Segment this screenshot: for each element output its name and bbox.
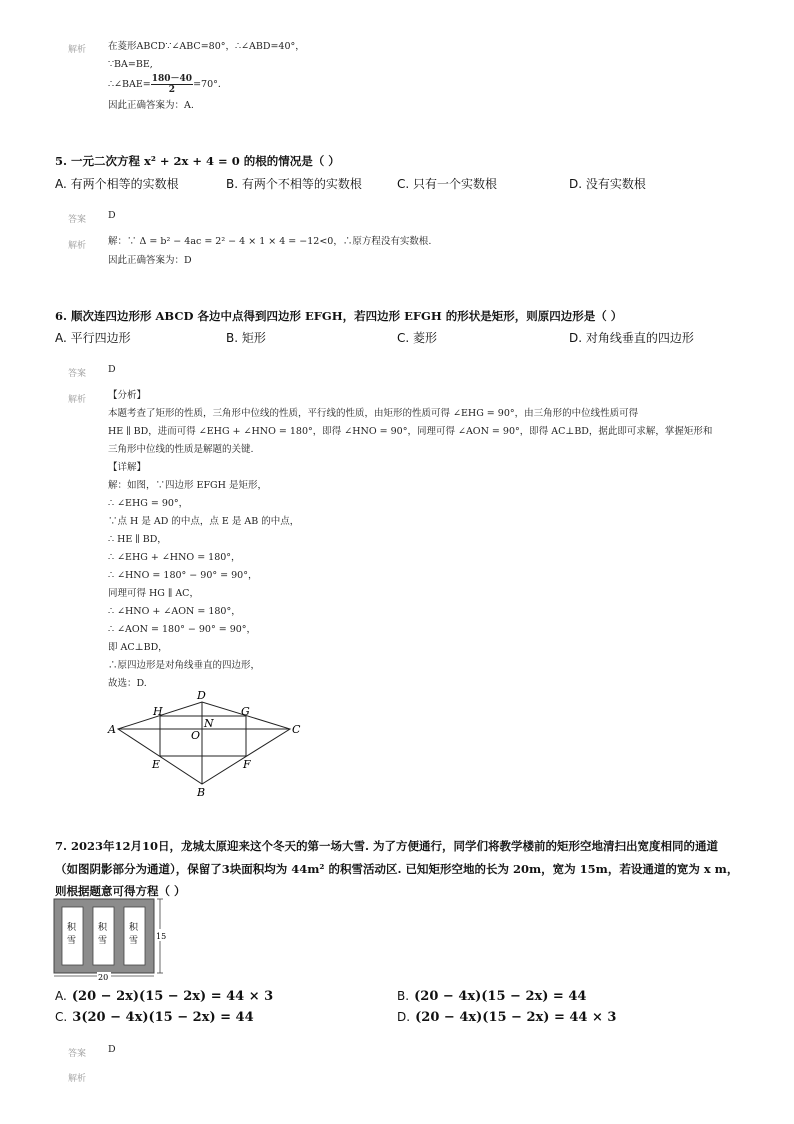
quadrilateral-abcd	[118, 702, 290, 784]
point-d-label: D	[197, 689, 206, 702]
answer-label: 答案	[68, 1049, 87, 1059]
q5-option-a: A. 有两个相等的实数根	[55, 177, 179, 191]
snow-char-1: 积	[67, 923, 77, 933]
snow-char-2: 雪	[98, 936, 108, 946]
q5-stem: 5. 一元二次方程 x² + 2x + 4 = 0 的根的情况是（ ）	[55, 154, 340, 168]
prev-analysis-line-3: ∴∠BAE= $\frac{180-40}{2}$ =70°．	[108, 74, 228, 95]
q6-answer: D	[108, 364, 116, 375]
analysis-label: 解析	[68, 45, 87, 55]
q6-line: ∴ ∠EHG = 90°，	[108, 498, 189, 509]
point-b-label: B	[197, 786, 206, 799]
point-h-label: H	[153, 705, 163, 718]
q6-line: 【分析】	[108, 390, 147, 401]
width-label: 20	[98, 973, 109, 981]
analysis-label: 解析	[68, 1074, 87, 1084]
q5-option-d: D. 没有实数根	[569, 177, 646, 191]
q5-option-b: B. 有两个不相等的实数根	[226, 177, 362, 191]
q5-answer: D	[108, 210, 116, 221]
prev-analysis-line-1: 在菱形ABCD∵∠ABC=80°，∴∠ABD=40°，	[108, 41, 305, 52]
q6-option-b: B. 矩形	[226, 331, 266, 345]
q6-option-d: D. 对角线垂直的四边形	[569, 331, 694, 345]
rectangle-efgh	[160, 716, 246, 756]
snow-field-figure	[52, 897, 170, 981]
q6-option-a: A. 平行四边形	[55, 331, 131, 345]
q6-line: 解：如图，∵四边形 EFGH 是矩形，	[108, 480, 267, 491]
q6-stem: 6. 顺次连四边形形 ABCD 各边中点得到四边形 EFGH，若四边形 EFGH 的形状是矩形，则原四边形是（ ）	[55, 309, 623, 323]
q5-option-c: C. 只有一个实数根	[397, 177, 498, 191]
point-n-label: N	[204, 717, 214, 730]
q6-line: ∴ HE ∥ BD，	[108, 534, 167, 545]
q5-analysis-line-2: 因此正确答案为：D	[108, 255, 192, 266]
q7-option-d: D. (20 − 4x)(15 − 2x) = 44 × 3	[397, 1010, 617, 1025]
answer-label: 答案	[68, 215, 87, 225]
point-e-label: E	[152, 758, 161, 771]
height-label: 15	[156, 932, 167, 941]
point-g-label: G	[241, 705, 250, 718]
q7-option-a: A. (20 − 2x)(15 − 2x) = 44 × 3	[55, 989, 274, 1004]
snow-char-2: 雪	[67, 936, 77, 946]
q6-line: 故选：D.	[108, 678, 147, 689]
answer-label: 答案	[68, 369, 87, 379]
q6-line: 即 AC⊥BD，	[108, 642, 168, 653]
q7-stem-line-1: 7. 2023年12月10日，龙城太原迎来这个冬天的第一场大雪. 为了方便通行，同学们将教学楼前的矩形空地清扫出宽度相同的通道	[55, 839, 719, 853]
quadrilateral-figure	[100, 688, 310, 803]
point-f-label: F	[243, 758, 251, 771]
q7-option-b: B. (20 − 4x)(15 − 2x) = 44	[397, 989, 587, 1004]
analysis-label: 解析	[68, 395, 87, 405]
q6-line: ∴ ∠EHG + ∠HNO = 180°，	[108, 552, 241, 563]
q6-option-c: C. 菱形	[397, 331, 438, 345]
q6-line: ∴ ∠HNO = 180° − 90° = 90°，	[108, 570, 258, 581]
q7-stem-line-3: 则根据题意可得方程（ ）	[55, 884, 186, 898]
snow-char-1: 积	[98, 923, 108, 933]
snow-char-1: 积	[129, 923, 139, 933]
q7-answer: D	[108, 1044, 116, 1055]
point-a-label: A	[108, 723, 116, 736]
q6-line: 本题考查了矩形的性质，三角形中位线的性质，平行线的性质，由矩形的性质可得 ∠EHG = 90°，由三角形的中位线性质可得	[108, 408, 639, 419]
q7-stem-line-2: （如图阴影部分为通道），保留了3块面积均为 44m² 的积雪活动区. 已知矩形空地的长为 20m，宽为 15m，若设通道的宽为 x m，	[55, 862, 739, 876]
q6-line: ∴ ∠HNO + ∠AON = 180°，	[108, 606, 241, 617]
snow-char-2: 雪	[129, 936, 139, 946]
point-o-label: O	[191, 729, 201, 742]
q6-line: ∴原四边形是对角线垂直的四边形，	[108, 660, 261, 671]
q6-line: HE ∥ BD，进而可得 ∠EHG + ∠HNO = 180°，即得 ∠HNO = 90°，同理可得 ∠AON = 90°，即得 AC⊥BD，据此即可求解，掌握矩形和	[108, 426, 713, 437]
q6-line: ∴ ∠AON = 180° − 90° = 90°，	[108, 624, 257, 635]
q5-analysis-line-1: 解：∵ Δ = b² − 4ac = 2² − 4 × 1 × 4 = −12<0，∴原方程没有实数根.	[108, 236, 432, 247]
prev-analysis-line-2: ∵BA=BE,	[108, 59, 153, 70]
q6-line: 【详解】	[108, 462, 147, 473]
q6-line: 同理可得 HG ∥ AC，	[108, 588, 199, 599]
analysis-label: 解析	[68, 241, 87, 251]
point-c-label: C	[292, 723, 301, 736]
prev-analysis-line-4: 因此正确答案为：A.	[108, 100, 194, 111]
q6-line: 三角形中位线的性质是解题的关键.	[108, 444, 254, 455]
q7-option-c: C. 3(20 − 4x)(15 − 2x) = 44	[55, 1010, 254, 1025]
q6-line: ∵点 H 是 AD 的中点，点 E 是 AB 的中点，	[108, 516, 300, 527]
